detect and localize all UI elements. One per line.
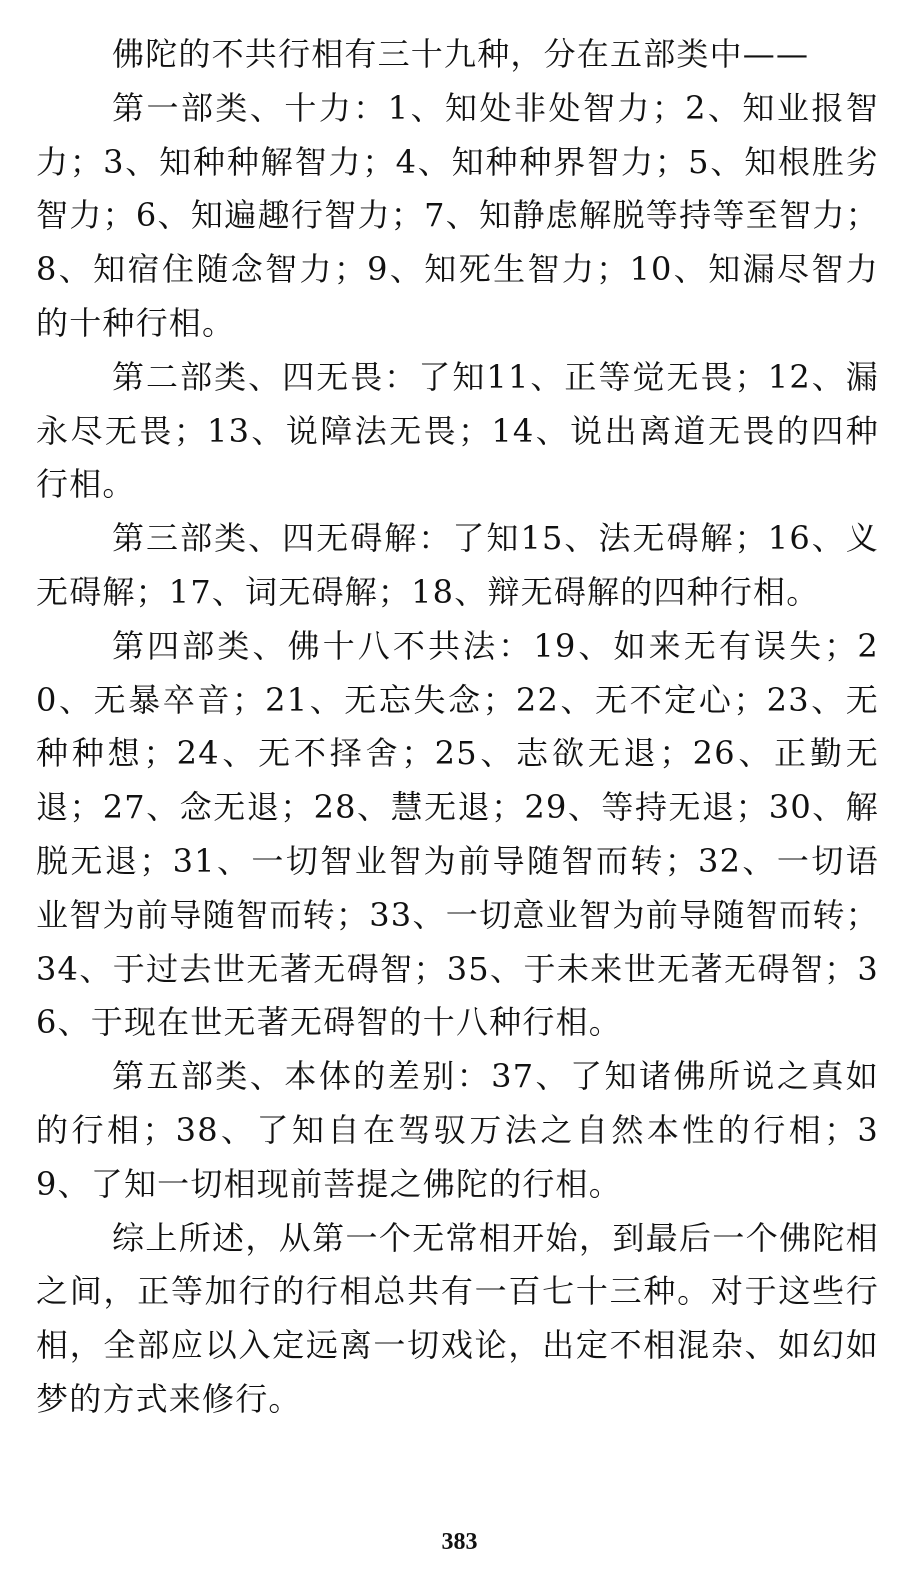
body-text	[36, 28, 879, 1427]
section-4-eighteen-unshared-qualities: 第四部类、佛十八不共法：19、如来无有误失；20、无暴卒音；21、无忘失念；22、无不定心；23、无种种想；24、无不择舍；25、志欲无退；26、正勤无退；27、念无退；28、慧无退；29、等持无退；30、解脱无退；31、一切智业智为前导随智而转；32、一切语业智为前导随智而转；33、一切意业智为前导随智而转；34、于过去世无著无碍智；35、于未来世无著无碍智；36、于现在世无著无碍智的十八种行相。	[36, 626, 879, 1042]
section-2-four-fearlessnesses: 第二部类、四无畏：了知11、正等觉无畏；12、漏永尽无畏；13、说障法无畏；14、说出离道无畏的四种行相。	[36, 357, 879, 504]
summary-paragraph: 综上所述，从第一个无常相开始，到最后一个佛陀相之间，正等加行的行相总共有一百七十三种。对于这些行相，全部应以入定远离一切戏论，出定不相混杂、如幻如梦的方式来修行。	[36, 1218, 879, 1418]
section-5-essence-distinctions: 第五部类、本体的差别：37、了知诸佛所说之真如的行相；38、了知自在驾驭万法之自然本性的行相；39、了知一切相现前菩提之佛陀的行相。	[36, 1057, 879, 1203]
page-number: 383	[441, 1529, 478, 1555]
intro-paragraph: 佛陀的不共行相有三十九种，分在五部类中——	[112, 35, 810, 73]
section-3-four-analytical-knowledges: 第三部类、四无碍解：了知15、法无碍解；16、义无碍解；17、词无碍解；18、辩无碍解的四种行相。	[36, 519, 879, 611]
section-1-ten-powers: 第一部类、十力：1、知处非处智力；2、知业报智力；3、知种种解智力；4、知种种界智力；5、知根胜劣智力；6、知遍趣行智力；7、知静虑解脱等持等至智力；8、知宿住随念智力；9、知死生智力；10、知漏尽智力的十种行相。	[36, 88, 879, 342]
